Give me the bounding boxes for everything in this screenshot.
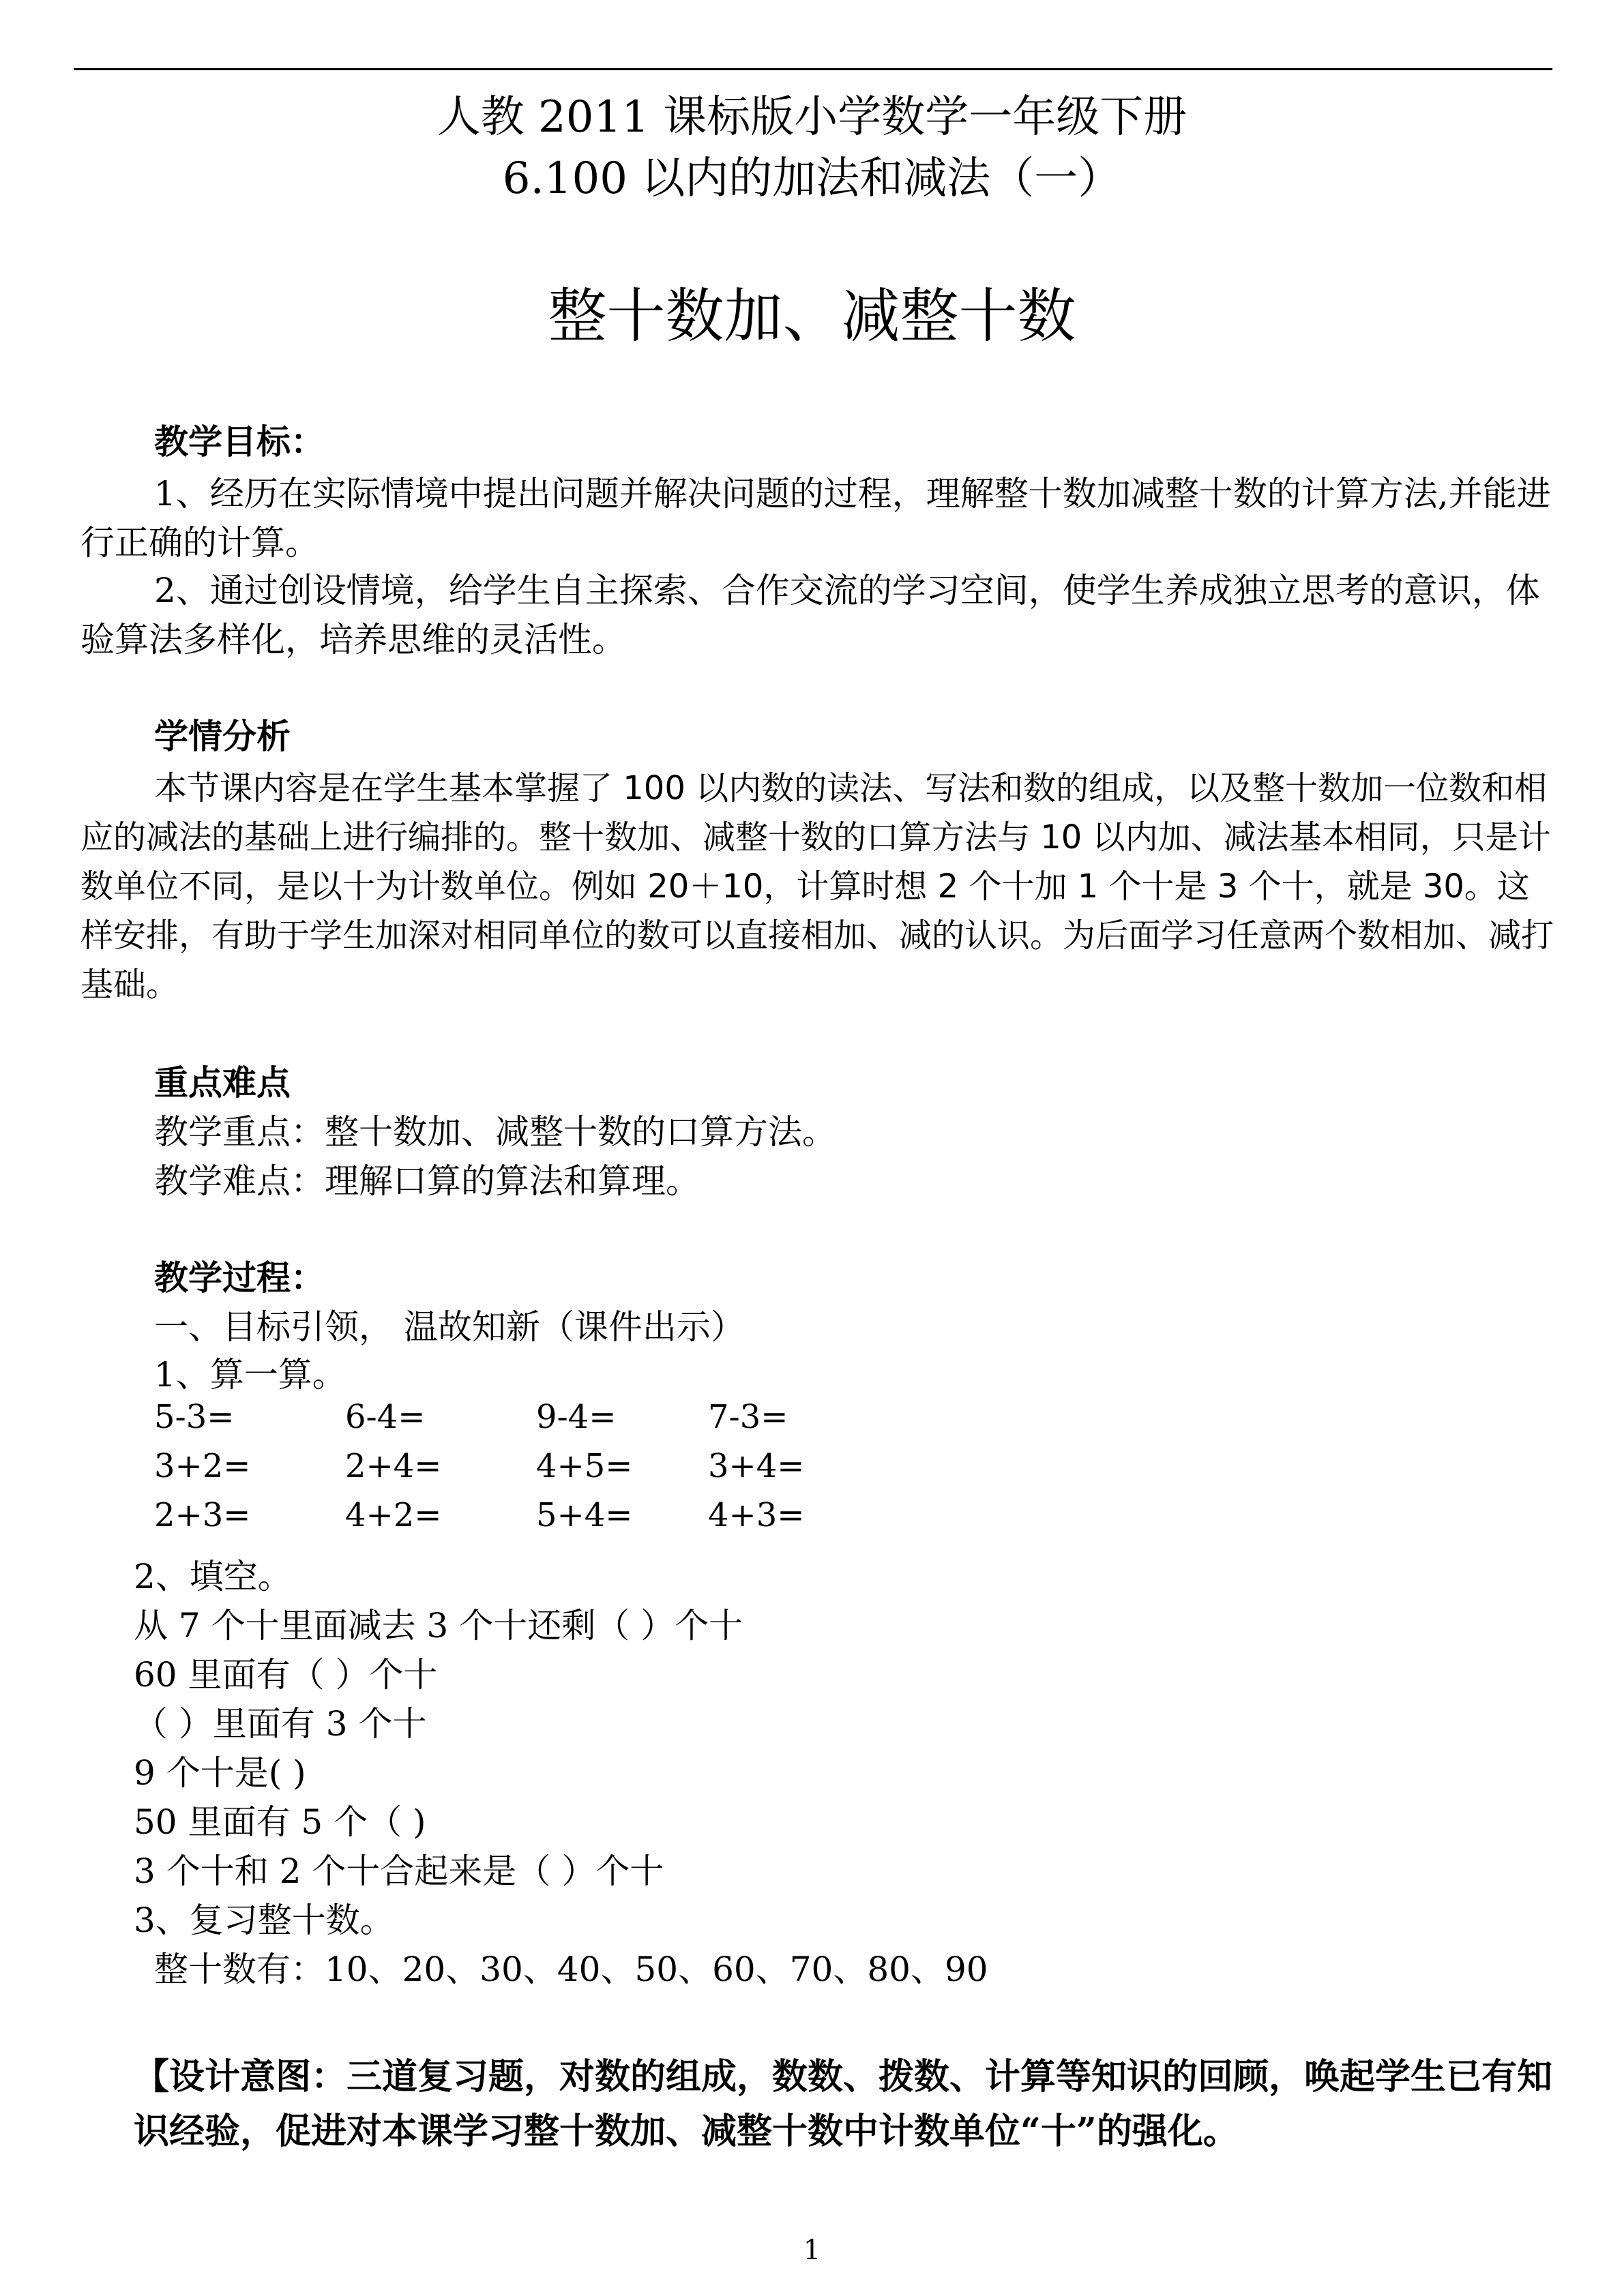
calc-item: 5-3=: [154, 1398, 235, 1436]
page-title: 整十数加、减整十数: [548, 282, 1076, 351]
calc-item: 4+5=: [536, 1447, 633, 1485]
calc-item: 4+2=: [345, 1496, 442, 1534]
fill-heading: 2、填空。: [134, 1557, 292, 1596]
page-number: 1: [803, 2235, 821, 2266]
objectives-heading: 教学目标：: [154, 422, 325, 462]
header-line-1: 人教 2011 课标版小学数学一年级下册: [437, 92, 1187, 143]
design-note: 【设计意图：三道复习题，对数的组成，数数、拨数、计算等知识的回顾，唤起学生已有知识经验，促进对本课学习整十数加、减整十数中计数单位“十”的强化。: [134, 2056, 1553, 2152]
calc-item: 5+4=: [536, 1496, 633, 1534]
calc-item: 9-4=: [536, 1398, 617, 1436]
header-line-2: 6.100 以内的加法和减法（一）: [502, 153, 1122, 204]
analysis-heading: 学情分析: [154, 717, 291, 756]
fill-item: 9 个十是( ): [134, 1753, 306, 1793]
calc-item: 3+4=: [708, 1447, 805, 1485]
difficulty-text: 教学难点：理解口算的算法和算理。: [154, 1161, 700, 1201]
objective-1: 1、经历在实际情境中提出问题并解决问题的过程，理解整十数加减整十数的计算方法,并能进行正确的计算。: [80, 474, 1551, 563]
process-heading: 教学过程：: [154, 1258, 325, 1298]
review-heading: 3、复习整十数。: [134, 1900, 394, 1940]
calc-item: 2+4=: [345, 1447, 442, 1485]
fill-item: 3 个十和 2 个十合起来是（ ）个十: [134, 1851, 664, 1891]
focus-text: 教学重点：整十数加、减整十数的口算方法。: [154, 1112, 836, 1152]
fill-item: 从 7 个十里面减去 3 个十还剩（ ）个十: [134, 1606, 743, 1645]
calc-item: 2+3=: [154, 1496, 251, 1534]
calc-heading: 1、算一算。: [154, 1355, 346, 1395]
fill-item: 50 里面有 5 个（ ): [134, 1802, 426, 1842]
fill-item: 60 里面有（ ）个十: [134, 1655, 438, 1695]
calc-item: 6-4=: [345, 1398, 426, 1436]
top-rule: [74, 68, 1552, 70]
calc-item: 7-3=: [708, 1398, 788, 1436]
step1-text: 一、目标引领， 温故知新（课件出示）: [154, 1307, 745, 1347]
calc-grid: [154, 1395, 880, 1537]
fill-item: （ ）里面有 3 个十: [134, 1704, 427, 1744]
objective-2: 2、通过创设情境，给学生自主探索、合作交流的学习空间，使学生养成独立思考的意识，体验算法多样化，培养思维的灵活性。: [80, 571, 1540, 659]
analysis-text: 本节课内容是在学生基本掌握了 100 以内数的读法、写法和数的组成，以及整十数加一位数和相应的减法的基础上进行编排的。整十数加、减整十数的口算方法与 10 以内加、减法基本相同，只是计数单位不同，是以十为计数单位。例如 20＋10，计算时想 2 个十加 1 个十是 3 个十，就是 30。这样安排，有助于学生加深对相同单位的数可以直接相加、减的认识。为后面学习任意两个数相加、减打基础。: [80, 769, 1554, 1004]
review-text: 整十数有：10、20、30、40、50、60、70、80、90: [154, 1950, 988, 1989]
calc-item: 3+2=: [154, 1447, 251, 1485]
keypoints-heading: 重点难点: [154, 1063, 291, 1103]
calc-item: 4+3=: [708, 1496, 805, 1534]
